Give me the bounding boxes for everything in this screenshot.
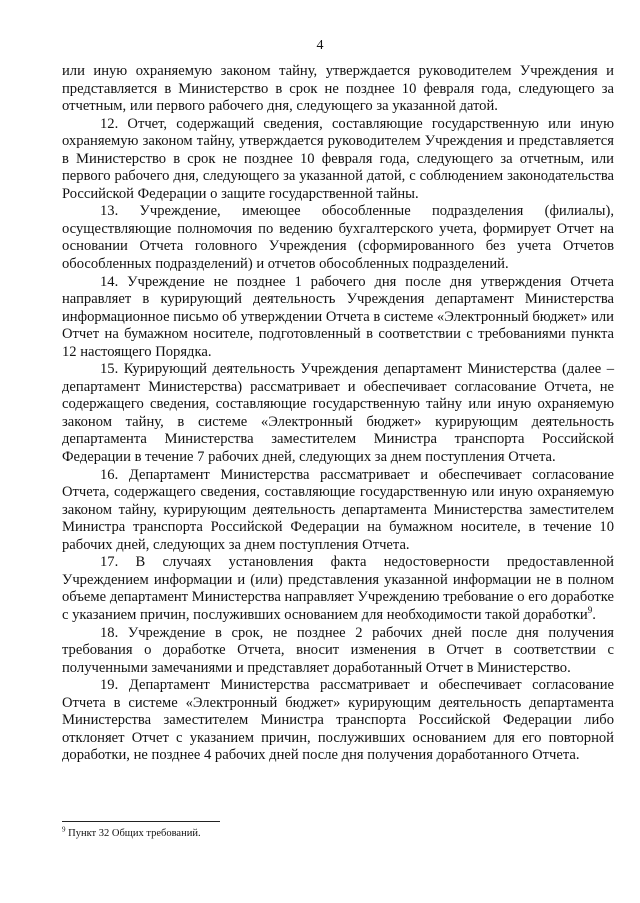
paragraph-number: 13.	[100, 203, 119, 220]
paragraph-text: Курирующий деятельность Учреждения департамент Министерства (далее – департамент Министерства) рассматривает и обеспечивает согласование Отчета, не содержащего сведения, составляющие государственную тайну или иную охраняемую законом тайну, в системе «Электронный бюджет» курирующим деятельность департамента Министерства заместителем Министра транспорта Российской Федерации в течение 7 рабочих дней, следующих за днем поступления Отчета.	[62, 361, 614, 466]
paragraph-text-end: .	[592, 606, 596, 623]
paragraph-14	[62, 274, 614, 362]
paragraph-15	[62, 361, 614, 466]
paragraph-13	[62, 203, 614, 273]
paragraph-number: 17.	[100, 554, 119, 571]
footnote	[62, 825, 614, 840]
paragraph-text: или иную охраняемую законом тайну, утверждается руководителем Учреждения и представляется в Министерство в срок не позднее 10 февраля года, следующего за отчетным, или первого рабочего дня, следующего за указанной датой.	[62, 63, 614, 115]
footnote-divider	[62, 821, 220, 822]
paragraph-12	[62, 116, 614, 204]
paragraph-18	[62, 625, 614, 678]
paragraph-number: 12.	[100, 115, 119, 132]
paragraph-16	[62, 467, 614, 555]
paragraph-number: 19.	[100, 677, 119, 694]
footnote-reference[interactable]: 9	[587, 605, 593, 616]
page-number: 4	[316, 38, 324, 53]
paragraph-continuation	[62, 63, 614, 116]
paragraph-text: Учреждение, имеющее обособленные подразделения (филиалы), осуществляющие полномочия по ведению бухгалтерского учета, формирует Отчет на основании Отчета головного Учреждения (сформированного без учета Отчетов обособленных подразделений) и отчетов обособленных подразделений.	[62, 203, 614, 273]
paragraph-text: Департамент Министерства рассматривает и обеспечивает согласование Отчета в системе «Электронный бюджет» курирующим деятельность департамента Министерства заместителем Министра транспорта Российской Федерации либо отклоняет Отчет с указанием причин, послуживших основанием для его повторной доработки, не позднее 4 рабочих дней после дня получения доработанного Отчета.	[62, 677, 614, 764]
paragraph-number: 16.	[100, 466, 119, 483]
paragraph-17	[62, 554, 614, 624]
paragraph-text: В случаях установления факта недостоверности предоставленной Учреждением информации и (или) представления указанной информации не в полном объеме департамент Министерства направляет Учреждению требование о его доработке с указанием причин, послуживших основанием для необходимости такой доработки	[62, 554, 614, 623]
paragraph-text: Отчет, содержащий сведения, составляющие государственную или иную охраняемую законом тайну, утверждается руководителем Учреждения и представляется в Министерство в срок не позднее 10 февраля года, следующего за отчетным, или первого рабочего дня, следующего за указанной датой, с соблюдением законодательства Российской Федерации о защите государственной тайны.	[62, 115, 614, 202]
document-body	[62, 63, 614, 765]
paragraph-19	[62, 677, 614, 765]
footnote-marker: 9	[62, 825, 66, 834]
footnote-text: Пункт 32 Общих требований.	[68, 828, 201, 839]
paragraph-number: 14.	[100, 273, 119, 290]
paragraph-text: Учреждение не позднее 1 рабочего дня после дня утверждения Отчета направляет в курирующий деятельность Учреждения департамент Министерства информационное письмо об утверждении Отчета в системе «Электронный бюджет» или Отчет на бумажном носителе, подготовленный в соответствии с требованиями пункта 12 настоящего Порядка.	[62, 273, 614, 360]
paragraph-text: Департамент Министерства рассматривает и обеспечивает согласование Отчета, содержащего сведения, составляющие государственную или иную охраняемую законом тайну, курирующим деятельность департамента Министерства заместителем Министра транспорта Российской Федерации на бумажном носителе, в течение 10 рабочих дней, следующих за днем поступления Отчета.	[62, 466, 614, 553]
paragraph-number: 18.	[100, 624, 119, 641]
paragraph-number: 15.	[100, 361, 119, 378]
paragraph-text: Учреждение в срок, не позднее 2 рабочих дней после дня получения требования о доработке Отчета, вносит изменения в Отчет в соответствии с полученными замечаниями и представляет доработанный Отчет в Министерство.	[62, 624, 615, 676]
